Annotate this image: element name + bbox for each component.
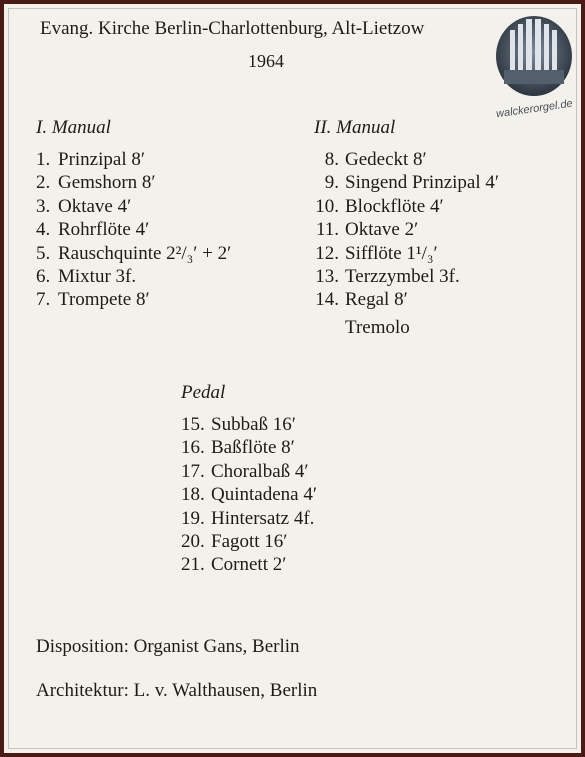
stop-name: Mixtur 3f. (58, 265, 137, 287)
stop-number: 10. (315, 195, 339, 217)
disposition-line: Disposition: Organist Gans, Berlin (36, 636, 300, 657)
stop-name: Hintersatz 4f. (211, 507, 315, 529)
stop-name: Singend Prinzipal 4′ (345, 172, 500, 194)
stop-item (181, 460, 317, 483)
manual-2-stop-list (306, 148, 499, 312)
stop-item (306, 265, 499, 288)
stop-name: Regal 8′ (345, 289, 408, 311)
stop-name: Quintadena 4′ (211, 484, 317, 506)
stop-item (36, 288, 231, 311)
stop-number: 9. (324, 172, 339, 194)
stop-number: 21. (181, 554, 205, 576)
stop-item (306, 195, 499, 218)
stop-item (36, 242, 231, 265)
stop-number: 1. (36, 149, 51, 170)
stop-item (36, 265, 231, 288)
stop-number: 19. (181, 507, 205, 529)
stop-name: Gedeckt 8′ (345, 149, 427, 170)
stop-item (306, 148, 499, 171)
stop-item (181, 483, 317, 506)
stop-item (181, 413, 317, 436)
architektur-line: Architektur: L. v. Walthausen, Berlin (36, 680, 318, 701)
stop-name: Cornett 2′ (211, 554, 287, 576)
document-year: 1964 (248, 51, 284, 71)
stop-name: Oktave 4′ (58, 195, 132, 217)
stop-number: 7. (36, 289, 51, 311)
stop-item (306, 242, 499, 265)
stop-number: 14. (315, 289, 339, 311)
stop-name: Choralbaß 4′ (211, 460, 309, 482)
stop-number: 5. (36, 242, 51, 264)
stop-number: 8. (324, 149, 339, 170)
stop-item (181, 436, 317, 459)
manual-1-heading: I. Manual (36, 117, 111, 138)
stop-name: Sifflöte 1¹/₃′ (345, 242, 438, 264)
svg-text:walckerorgel.de: walckerorgel.de (495, 97, 574, 118)
stop-item (306, 218, 499, 241)
stop-number: 20. (181, 530, 205, 552)
organ-pipes-logo-icon (490, 10, 578, 118)
stop-number: 15. (181, 414, 205, 435)
stop-number: 6. (36, 265, 51, 287)
stop-item (36, 148, 231, 171)
stop-item (181, 530, 317, 553)
pedal-stop-list (181, 413, 317, 577)
stop-item (36, 195, 231, 218)
stop-name: Baßflöte 8′ (211, 437, 295, 459)
stop-number: 16. (181, 437, 205, 459)
pedal-heading: Pedal (181, 382, 226, 403)
stop-number: 4. (36, 219, 51, 241)
stop-number: 13. (315, 265, 339, 287)
stop-name: Gemshorn 8′ (58, 172, 156, 194)
stop-item (306, 288, 499, 311)
stop-name: Fagott 16′ (211, 530, 288, 552)
tremolo-label: Tremolo (345, 317, 410, 338)
stop-item (36, 218, 231, 241)
stop-name: Rohrflöte 4′ (58, 219, 150, 241)
stop-item (306, 171, 499, 194)
stop-item (181, 553, 317, 576)
stop-name: Subbaß 16′ (211, 414, 296, 435)
stop-name: Blockflöte 4′ (345, 195, 444, 217)
stop-name: Terzzymbel 3f. (345, 265, 460, 287)
stop-item (36, 171, 231, 194)
stop-number: 11. (315, 219, 339, 241)
stop-number: 3. (36, 195, 51, 217)
stop-number: 2. (36, 172, 51, 194)
stop-item (181, 507, 317, 530)
stop-name: Prinzipal 8′ (58, 149, 146, 170)
stop-number: 18. (181, 484, 205, 506)
manual-2-heading: II. Manual (314, 117, 396, 138)
manual-1-stop-list (36, 148, 231, 312)
stop-number: 12. (315, 242, 339, 264)
document-title: Evang. Kirche Berlin-Charlottenburg, Alt-Lietzow (40, 18, 425, 39)
stop-name: Rauschquinte 2²/₃′ + 2′ (58, 242, 232, 264)
stop-number: 17. (181, 460, 205, 482)
stop-name: Trompete 8′ (58, 289, 150, 311)
stop-name: Oktave 2′ (345, 219, 419, 241)
